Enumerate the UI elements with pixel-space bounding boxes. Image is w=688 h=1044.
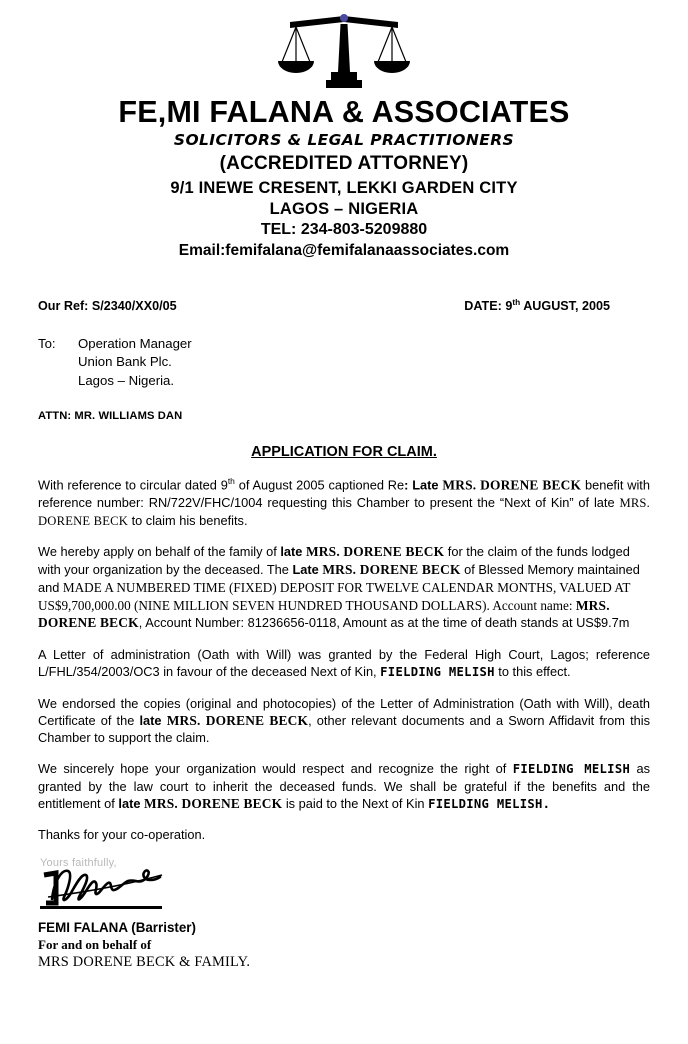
paragraph-3 [38, 646, 650, 680]
p1-text-b: of August 2005 captioned Re [234, 477, 405, 493]
letter-body [38, 476, 650, 844]
signatory-name: FEMI FALANA (Barrister) [38, 920, 196, 936]
p5-deceased-name: MRS. DORENE BECK [144, 795, 283, 811]
scales-of-justice-icon [274, 10, 414, 94]
addressee-line-2: Union Bank Plc. [78, 354, 172, 370]
p5-late: late [118, 795, 141, 811]
p2-deposit-terms: MADE A NUMBERED TIME (FIXED) DEPOSIT FOR TWELVE CALENDAR MONTHS, VALUED AT US$9,700,000.00 (NINE MILLION SEVEN HUNDRED THOUSAND DOLLARS). [38, 580, 631, 613]
p3-text-b: to this effect. [494, 664, 571, 680]
p5-period: . [542, 796, 551, 811]
letter-date [464, 297, 650, 313]
addressee-line-3: Lagos – Nigeria. [78, 372, 175, 388]
firm-name: FE,MI FALANA & ASSOCIATES [118, 95, 570, 129]
addressee-line-1: Operation Manager [78, 336, 192, 352]
p4-text-a: We endorsed the copies (original and photocopies) of the Letter of Administration (Oath with Will), death Certificate of the [38, 695, 650, 728]
p2-late-2: Late [292, 562, 319, 578]
attention-line: ATTN: MR. WILLIAMS DAN [38, 409, 183, 422]
firm-subtitle: SOLICITORS & LEGAL PRACTITIONERS [173, 131, 515, 150]
p1-deceased-name-1: MRS. DORENE BECK [442, 477, 582, 493]
p1-colon: : [404, 477, 413, 493]
firm-address-line-2: LAGOS – NIGERIA [269, 200, 419, 219]
p4-deceased-name: MRS. DORENE BECK [166, 712, 309, 728]
p1-text-d: benefit with reference number: RN/722V/FHC/1004 requesting this Chamber to present the “Next of Kin” of late [38, 477, 650, 510]
p2-account-name: MRS. DORENE BECK [38, 597, 610, 631]
signature-area [38, 857, 188, 913]
signature-block [38, 919, 650, 971]
p3-next-of-kin: FIELDING MELISH [380, 665, 495, 680]
p2-text-b: for the claim of the funds lodged with your organization by the deceased. The [38, 544, 630, 578]
firm-accreditation: (ACCREDITED ATTORNEY) [219, 153, 469, 175]
reference-row [38, 297, 650, 313]
paragraph-1 [38, 476, 650, 530]
handwritten-signature-icon [38, 859, 188, 909]
p5-next-of-kin-1: FIELDING MELISH [512, 762, 631, 777]
letterhead [38, 0, 650, 260]
signature-rule [40, 906, 162, 909]
firm-logo [38, 6, 650, 94]
p5-next-of-kin-2: FIELDING MELISH [428, 796, 543, 811]
p5-text-a: We sincerely hope your organization would respect and recognize the right of [38, 761, 513, 777]
p4-text-b: , other relevant documents and a Sworn Affidavit from this Chamber to support the claim. [38, 712, 650, 746]
p4-late: late [139, 712, 162, 728]
p1-deceased-name-2: MRS. DORENE BECK [38, 495, 650, 528]
p5-text-b: as granted by the law court to inherit the deceased funds. We shall be grateful if the benefits and the entitlement of [38, 761, 650, 811]
on-behalf-of-label: For and on behalf of [38, 936, 152, 952]
date-rest: AUGUST, 2005 [520, 299, 610, 314]
paragraph-5 [38, 760, 650, 812]
p2-late-1: late [280, 544, 303, 560]
p2-text-c: of Blessed Memory maintained and [38, 562, 640, 596]
paragraph-2 [38, 543, 650, 632]
yours-faithfully-text: Yours faithfully, [40, 857, 117, 870]
paragraph-4 [38, 695, 650, 747]
firm-email: Email:femifalana@femifalanaassociates.com [178, 242, 510, 260]
p2-deceased-name-2: MRS. DORENE BECK [322, 562, 461, 578]
date-ordinal: th [512, 297, 521, 308]
closing-thanks: Thanks for your co-operation. [38, 827, 206, 843]
subject-text: APPLICATION FOR CLAIM. [251, 443, 437, 460]
p1-ordinal: th [227, 475, 235, 486]
p2-text-d: Account name: [489, 597, 576, 613]
p2-account-number-amount: , Account Number: 81236656-0118, Amount as at the time of death stands at US$9.7m [138, 615, 630, 631]
p1-late: Late [412, 477, 439, 493]
date-label: DATE: 9 [464, 299, 513, 314]
client-name: MRS DORENE BECK & FAMILY. [38, 954, 251, 971]
to-label: To: [38, 336, 56, 352]
p2-text-a: We hereby apply on behalf of the family of [38, 544, 281, 560]
our-reference: Our Ref: S/2340/XX0/05 [38, 299, 177, 314]
p1-text-a: With reference to circular dated 9 [38, 477, 228, 493]
p1-text-e: to claim his benefits. [128, 512, 248, 528]
firm-address-line-1: 9/1 INEWE CRESENT, LEKKI GARDEN CITY [170, 179, 518, 198]
addressee-block [38, 335, 650, 390]
p2-deceased-name-1: MRS. DORENE BECK [305, 544, 445, 560]
subject-heading [38, 444, 650, 460]
p3-text-a: A Letter of administration (Oath with Will) was granted by the Federal High Court, Lagos; reference L/FHL/354/2003/OC3 in favour of the deceased Next of Kin, [38, 647, 650, 680]
firm-telephone: TEL: 234-803-5209880 [260, 221, 428, 239]
p5-text-c: is paid to the Next of Kin [282, 795, 429, 811]
